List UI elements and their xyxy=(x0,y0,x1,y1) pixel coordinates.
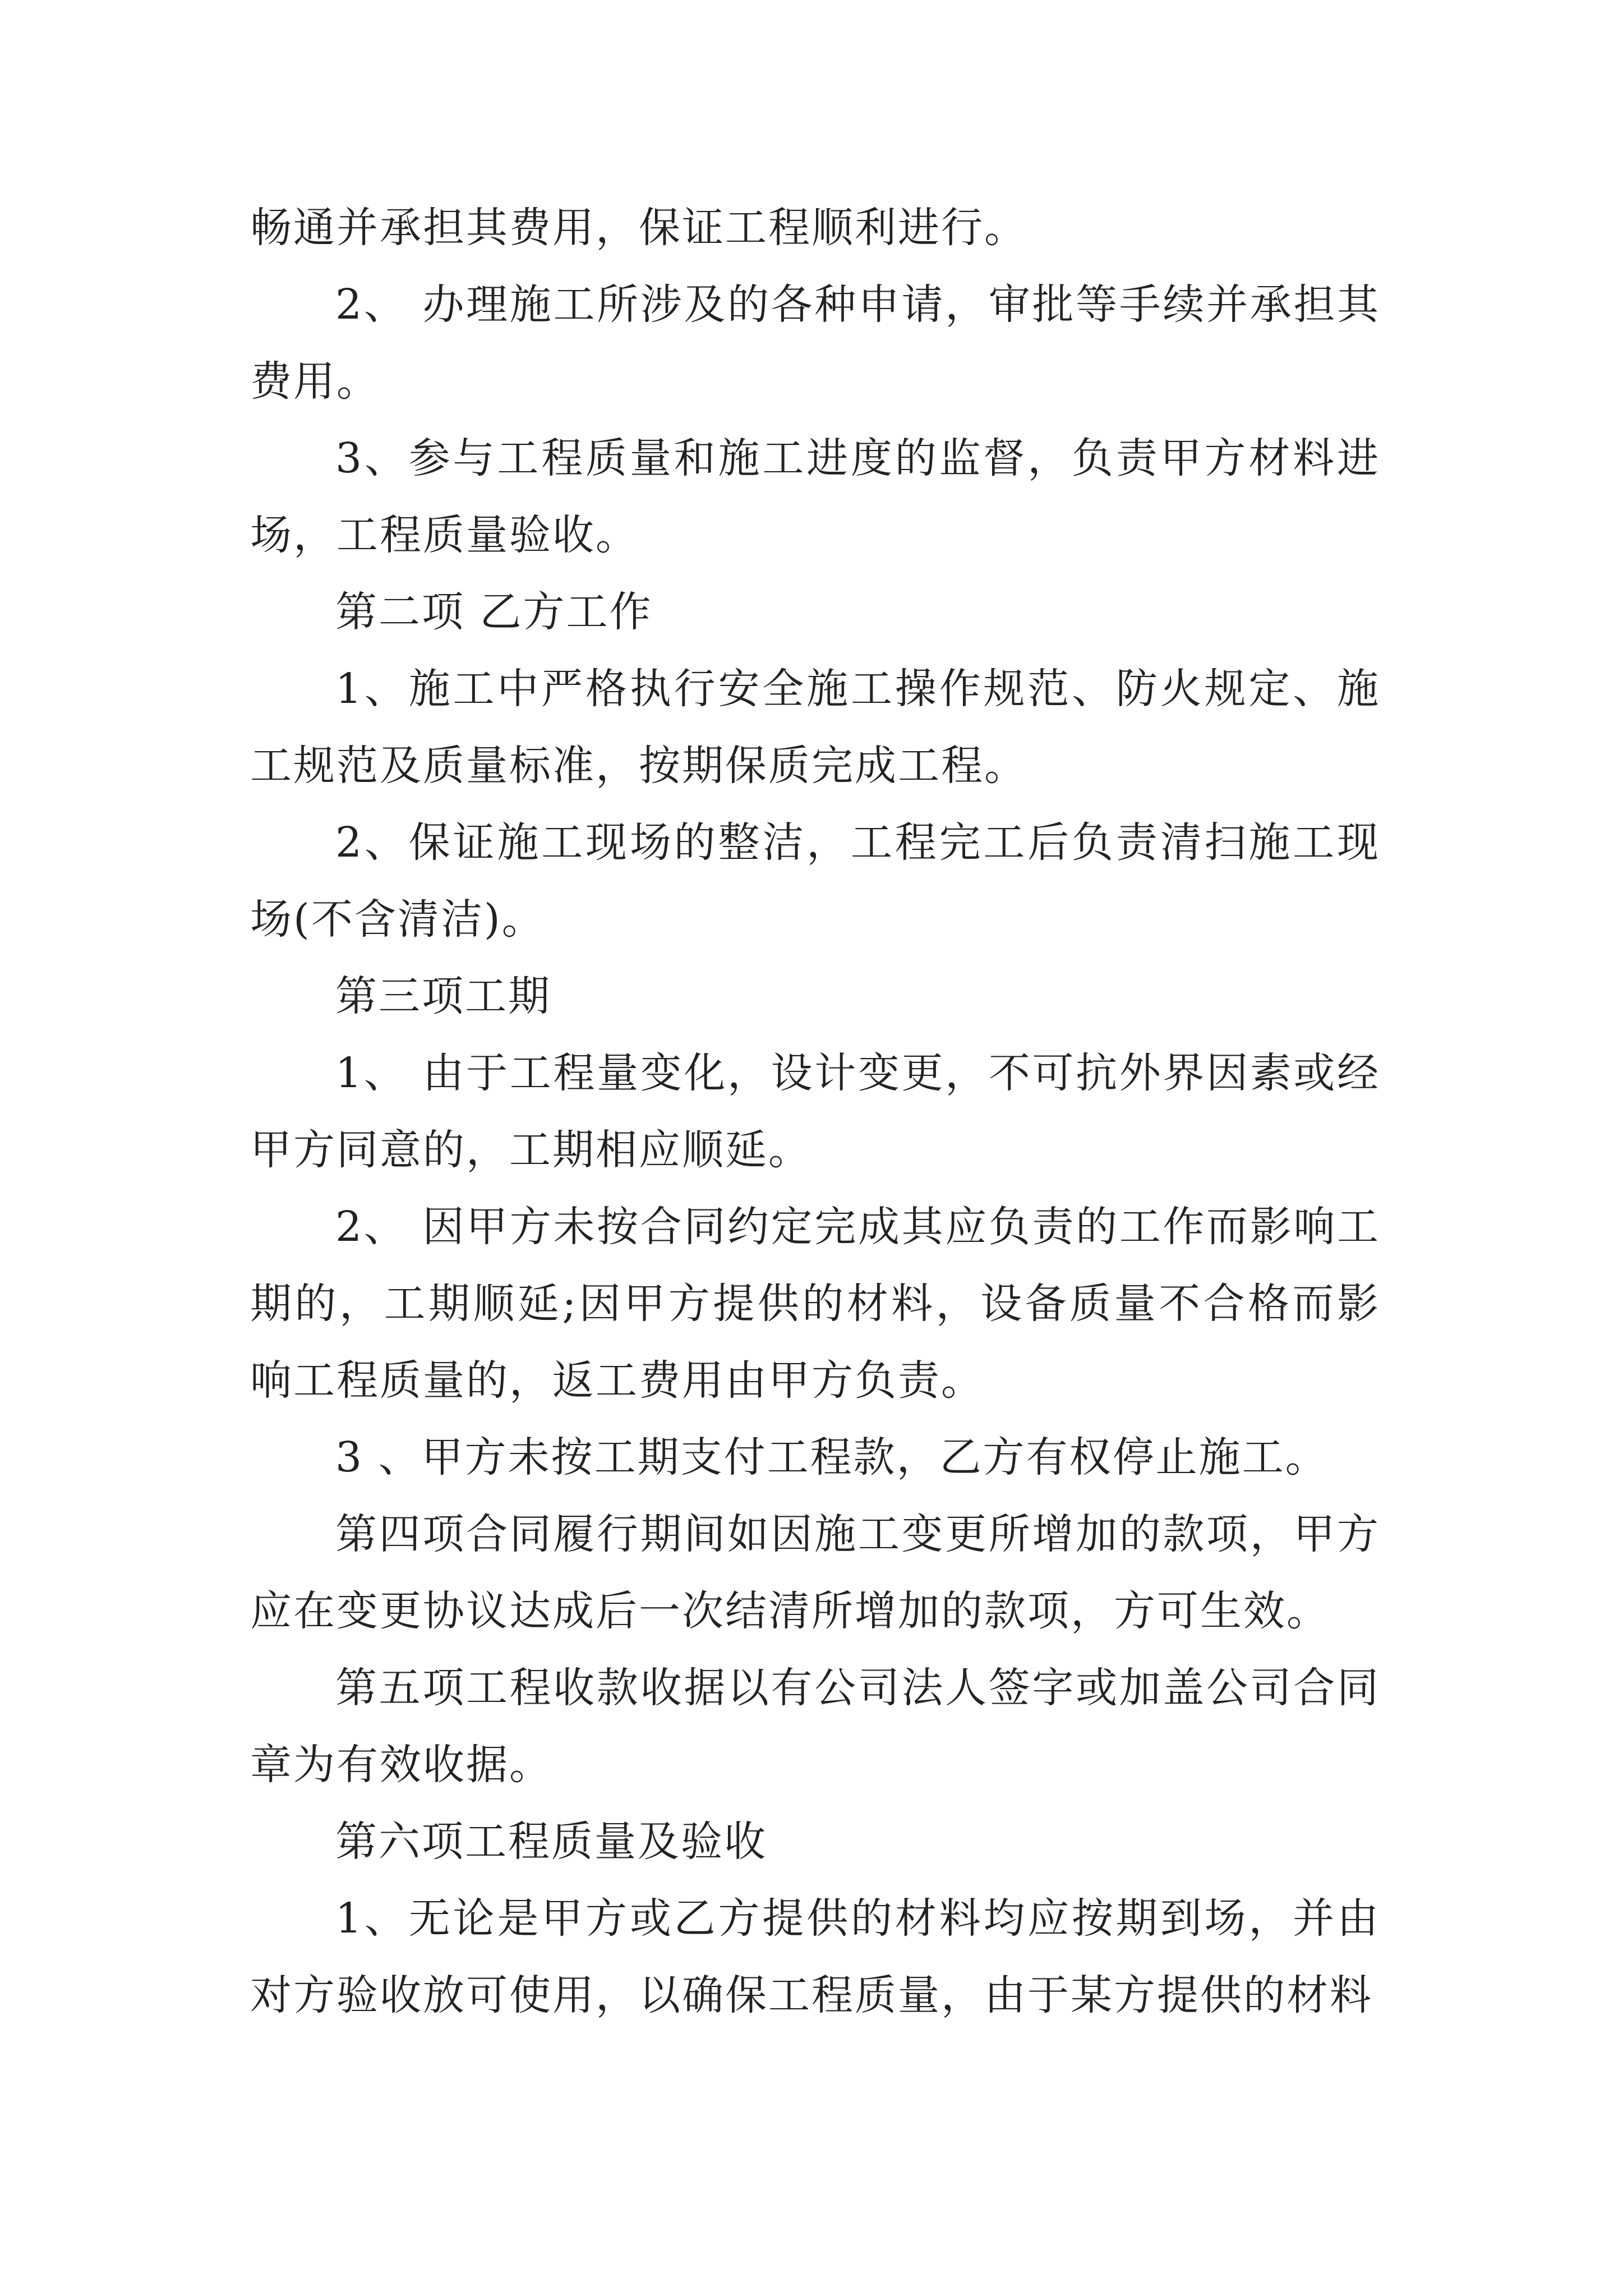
section-heading-3: 第三项工期 xyxy=(335,972,551,1020)
paragraph-8: 3 、甲方未按工期支付工程款，乙方有权停止施工。 xyxy=(335,1433,1329,1481)
section-5-paragraph: 第五项工程收款收据以有公司法人签字或加盖公司合同章为有效收据。 xyxy=(250,1664,1380,1789)
paragraph-9: 1、无论是甲方或乙方提供的材料均应按期到场，并由对方验收放可使用，以确保工程质量，由于某方提供的材料 xyxy=(250,1894,1380,2019)
section-heading-6: 第六项工程质量及验收 xyxy=(335,1818,767,1866)
paragraph-2: 2、 办理施工所涉及的各种申请，审批等手续并承担其费用。 xyxy=(250,280,1380,406)
paragraph-4: 1、施工中严格执行安全施工操作规范、防火规定、施工规范及质量标准，按期保质完成工程。 xyxy=(250,665,1380,790)
paragraph-7: 2、 因甲方未按合同约定完成其应负责的工作而影响工期的，工期顺延;因甲方提供的材料，设备质量不合格而影响工程质量的，返工费用由甲方负责。 xyxy=(250,1203,1380,1405)
paragraph-5: 2、保证施工现场的整洁，工程完工后负责清扫施工现场(不含清洁)。 xyxy=(250,818,1380,944)
paragraph-3: 3、参与工程质量和施工进度的监督，负责甲方材料进场，工程质量验收。 xyxy=(250,434,1380,559)
section-4-paragraph: 第四项合同履行期间如因施工变更所增加的款项，甲方应在变更协议达成后一次结清所增加的款项，方可生效。 xyxy=(250,1510,1380,1635)
paragraph-1: 畅通并承担其费用，保证工程顺利进行。 xyxy=(250,204,1027,252)
section-heading-2: 第二项 乙方工作 xyxy=(335,588,653,636)
paragraph-6: 1、 由于工程量变化，设计变更，不可抗外界因素或经甲方同意的，工期相应顺延。 xyxy=(250,1049,1380,1174)
document-body xyxy=(250,190,1380,2034)
